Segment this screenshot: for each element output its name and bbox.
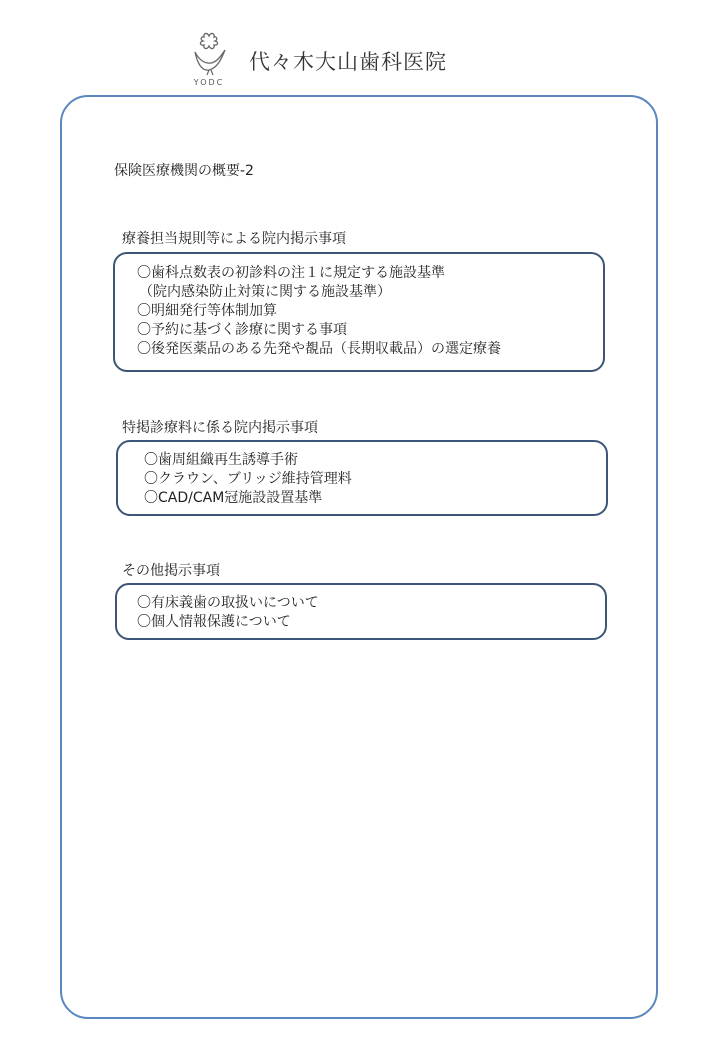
list-item: 〇明細発行等体制加算 xyxy=(137,303,277,319)
list-item: 〇予約に基づく診療に関する事項 xyxy=(137,322,347,338)
clinic-logo[interactable] xyxy=(185,30,235,90)
header xyxy=(185,30,505,92)
logo-text: YODC xyxy=(193,78,225,87)
page-title: 保険医療機関の概要-2 xyxy=(114,163,254,179)
list-item: 〇CAD/CAM冠施設設置基準 xyxy=(144,490,323,506)
clinic-name[interactable]: 代々木大山歯科医院 xyxy=(249,50,447,74)
section-box-tokkei xyxy=(116,440,608,516)
section-title-tokkei: 特掲診療料に係る院内掲示事項 xyxy=(122,420,318,436)
list-item: 〇個人情報保護について xyxy=(137,614,291,630)
list-item: 〇有床義歯の取扱いについて xyxy=(137,595,319,611)
list-item: 〇歯周組織再生誘導手術 xyxy=(144,452,298,468)
list-item: 〇クラウン、ブリッジ維持管理料 xyxy=(144,471,352,487)
list-item: 〇後発医薬品のある先発や覩品（長期収載品）の選定療養 xyxy=(137,341,501,357)
section-box-other xyxy=(115,583,607,640)
section-title-ryotan: 療養担当規則等による院内掲示事項 xyxy=(122,231,346,247)
dove-icon xyxy=(189,30,229,76)
section-box-ryotan xyxy=(113,252,605,372)
section-title-other: その他掲示事項 xyxy=(122,563,220,579)
list-item: 〇歯科点数表の初診料の注１に規定する施設基準 xyxy=(137,265,445,281)
list-item: （院内感染防止対策に関する施設基準） xyxy=(139,284,391,300)
